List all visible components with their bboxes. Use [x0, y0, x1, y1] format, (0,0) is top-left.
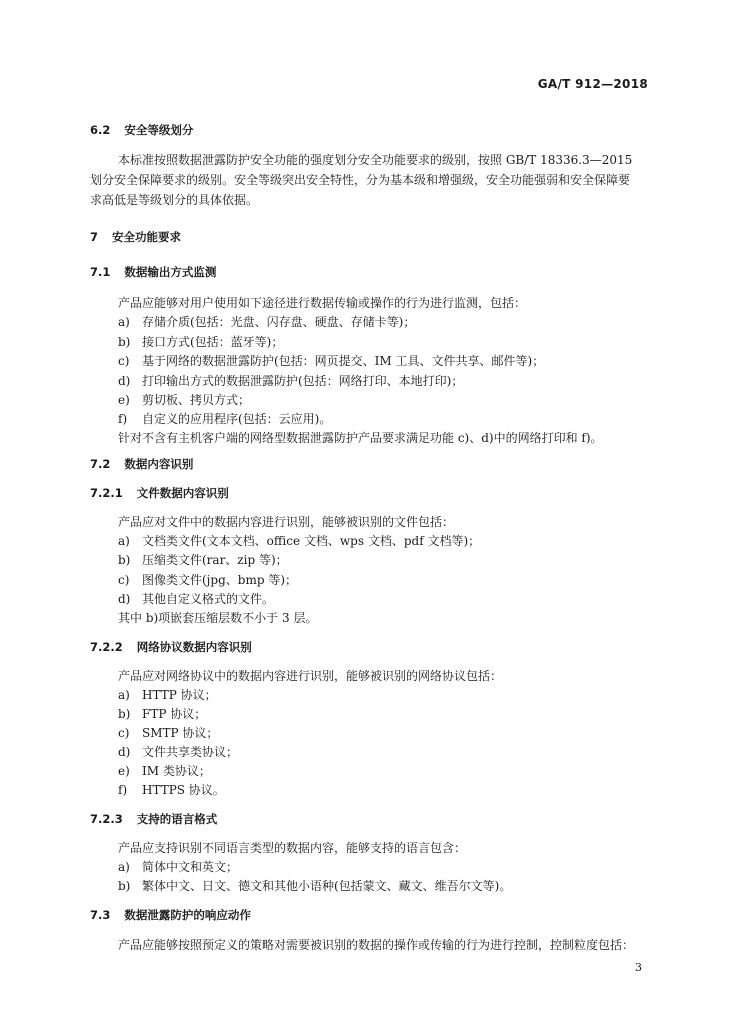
section-title: 数据泄露防护的响应动作: [124, 908, 251, 922]
section-title: 安全功能要求: [112, 230, 182, 244]
list-item: b) 接口方式(包括：蓝牙等)；: [118, 335, 284, 349]
list-item: e) 剪切板、拷贝方式；: [118, 393, 251, 407]
section-number: 7.2.2: [90, 640, 123, 654]
page-number: 3: [635, 961, 642, 974]
list-item: a) HTTP 协议；: [118, 688, 217, 702]
paragraph-line: 产品应对文件中的数据内容进行识别，能够被识别的文件包括：: [118, 515, 455, 529]
list-item: c) 图像类文件(jpg、bmp 等)；: [118, 573, 298, 587]
heading-6-2: [90, 121, 193, 139]
list-item: c) SMTP 协议；: [118, 726, 219, 740]
list-item: b) 压缩类文件(rar、zip 等)；: [118, 553, 288, 567]
heading-7-1: [90, 263, 216, 281]
list-item: c) 基于网络的数据泄露防护(包括：网页提交、IM 工具、文件共享、邮件等)；: [118, 354, 545, 368]
list-item: a) 文档类文件(文本文档、office 文档、wps 文档、pdf 文档等)；: [118, 534, 481, 548]
list-item: a) 存储介质(包括：光盘、闪存盘、硬盘、存储卡等)；: [118, 315, 416, 329]
list-item: b) FTP 协议；: [118, 707, 207, 721]
heading-7-3: [90, 906, 251, 924]
heading-7-2-1: [90, 484, 229, 502]
standard-code: GA/T 912—2018: [537, 77, 648, 91]
section-title: 数据输出方式监测: [124, 265, 217, 279]
list-item: d) 文件共享类协议；: [118, 745, 239, 759]
paragraph-line: 产品应支持识别不同语言类型的数据内容，能够支持的语言包含：: [118, 841, 467, 855]
paragraph-line: 本标准按照数据泄露防护安全功能的强度划分安全功能要求的级别，按照 GB/T 18336.3—2015: [118, 153, 633, 167]
paragraph-line: 其中 b)项嵌套压缩层数不小于 3 层。: [118, 611, 318, 625]
list-item: b) 繁体中文、日文、德文和其他小语种(包括蒙文、藏文、维吾尔文等)。: [118, 879, 512, 893]
section-title: 文件数据内容识别: [136, 486, 229, 500]
heading-7-2-2: [90, 638, 252, 656]
heading-7-2: [90, 455, 193, 473]
list-item: a) 简体中文和英文；: [118, 860, 239, 874]
paragraph-line: 产品应能够对用户使用如下途径进行数据传输或操作的行为进行监测，包括：: [118, 296, 527, 310]
heading-7: [90, 228, 181, 246]
section-title: 数据内容识别: [124, 457, 194, 471]
paragraph-line: 产品应对网络协议中的数据内容进行识别，能够被识别的网络协议包括：: [118, 669, 503, 683]
section-number: 7: [90, 230, 99, 244]
section-number: 7.1: [90, 265, 111, 279]
list-item: d) 其他自定义格式的文件。: [118, 592, 275, 606]
paragraph-line: 针对不含有主机客户端的网络型数据泄露防护产品要求满足功能 c)、d)中的网络打印和 f)。: [118, 431, 603, 445]
section-title: 支持的语言格式: [136, 812, 218, 826]
section-title: 网络协议数据内容识别: [136, 640, 252, 654]
section-number: 7.2.1: [90, 486, 123, 500]
list-item: d) 打印输出方式的数据泄露防护(包括：网络打印、本地打印)；: [118, 374, 464, 388]
section-number: 7.2.3: [90, 812, 123, 826]
paragraph-line: 求高低是等级划分的具体依据。: [90, 193, 259, 207]
heading-7-2-3: [90, 810, 217, 828]
paragraph-line: 产品应能够按照预定义的策略对需要被识别的数据的操作或传输的行为进行控制，控制粒度包括：: [118, 938, 635, 952]
list-item: f) 自定义的应用程序(包括：云应用)。: [118, 412, 332, 426]
section-number: 7.2: [90, 457, 111, 471]
section-number: 7.3: [90, 908, 111, 922]
section-title: 安全等级划分: [124, 123, 194, 137]
list-item: f) HTTPS 协议。: [118, 783, 225, 797]
paragraph-line: 划分安全保障要求的级别。安全等级突出安全特性，分为基本级和增强级，安全功能强弱和安全保障要: [90, 173, 631, 187]
section-number: 6.2: [90, 123, 111, 137]
list-item: e) IM 类协议；: [118, 764, 211, 778]
